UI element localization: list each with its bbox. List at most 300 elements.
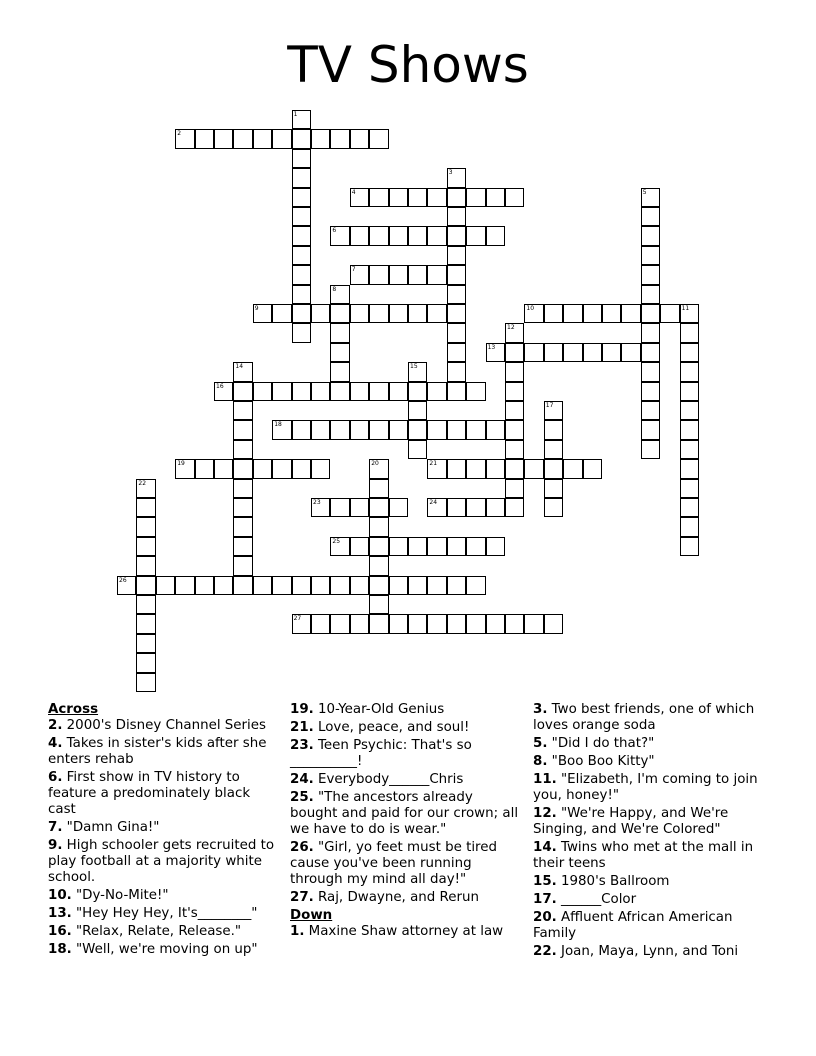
grid-cell[interactable] xyxy=(233,401,252,420)
grid-cell[interactable] xyxy=(505,188,524,207)
grid-cell[interactable] xyxy=(389,537,408,556)
grid-cell[interactable] xyxy=(136,614,155,633)
grid-cell[interactable] xyxy=(389,498,408,517)
grid-cell[interactable] xyxy=(350,304,369,323)
clue-item xyxy=(48,924,278,940)
grid-cell[interactable] xyxy=(253,129,272,148)
grid-cell[interactable] xyxy=(369,556,388,575)
grid-cell[interactable] xyxy=(272,304,291,323)
grid-cell[interactable] xyxy=(233,129,252,148)
grid-cell[interactable] xyxy=(544,614,563,633)
clue-item xyxy=(533,944,763,960)
grid-cell[interactable] xyxy=(447,537,466,556)
grid-cell[interactable] xyxy=(486,498,505,517)
grid-cell[interactable] xyxy=(544,420,563,439)
clue-item xyxy=(290,790,522,838)
clue-item-text: Takes in sister's kids after she enters rehab xyxy=(48,736,267,767)
grid-cell[interactable] xyxy=(195,459,214,478)
grid-cell[interactable] xyxy=(563,343,582,362)
grid-cell[interactable] xyxy=(447,265,466,284)
clue-item-text: "Dy-No-Mite!" xyxy=(71,888,169,903)
grid-cell[interactable] xyxy=(233,498,252,517)
grid-cell[interactable] xyxy=(466,382,485,401)
grid-cell[interactable] xyxy=(544,343,563,362)
grid-cell[interactable] xyxy=(427,537,446,556)
clue-item xyxy=(533,806,763,838)
clue-item-text: Affluent African American Family xyxy=(533,910,733,941)
grid-cell[interactable] xyxy=(389,382,408,401)
across-heading: Across xyxy=(48,702,99,717)
grid-cell[interactable] xyxy=(641,304,660,323)
grid-cell[interactable] xyxy=(641,265,660,284)
grid-cell[interactable] xyxy=(680,362,699,381)
clue-item-number: 16. xyxy=(48,924,72,939)
grid-cell[interactable] xyxy=(641,207,660,226)
grid-cell[interactable] xyxy=(292,420,311,439)
grid-cell[interactable] xyxy=(427,420,446,439)
clue-item xyxy=(533,840,763,872)
grid-cell[interactable] xyxy=(136,595,155,614)
clue-item xyxy=(533,702,763,734)
grid-cell[interactable] xyxy=(330,498,349,517)
grid-cell[interactable] xyxy=(369,614,388,633)
grid-cell[interactable] xyxy=(680,382,699,401)
grid-cell[interactable] xyxy=(350,420,369,439)
grid-cell[interactable] xyxy=(447,362,466,381)
grid-cell[interactable] xyxy=(233,556,252,575)
grid-cell[interactable] xyxy=(544,459,563,478)
grid-cell[interactable] xyxy=(369,420,388,439)
clue-item-number: 9. xyxy=(48,838,63,853)
across-clue-list-2 xyxy=(290,702,522,906)
clue-item-number: 24. xyxy=(290,772,314,787)
clue-item-number: 7. xyxy=(48,820,63,835)
grid-cell[interactable] xyxy=(466,576,485,595)
grid-cell[interactable] xyxy=(408,304,427,323)
grid-cell[interactable] xyxy=(505,440,524,459)
grid-cell[interactable] xyxy=(350,129,369,148)
grid-cell[interactable] xyxy=(350,382,369,401)
grid-cell[interactable] xyxy=(292,129,311,148)
clue-number: 6 xyxy=(332,227,337,235)
clue-item xyxy=(48,838,278,886)
grid-cell[interactable] xyxy=(350,226,369,245)
grid-cell[interactable] xyxy=(447,304,466,323)
clue-item xyxy=(48,820,278,836)
grid-cell[interactable] xyxy=(311,129,330,148)
grid-cell[interactable] xyxy=(292,459,311,478)
grid-cell[interactable] xyxy=(369,517,388,536)
clue-number: 22 xyxy=(138,479,147,487)
clue-item-number: 27. xyxy=(290,890,314,905)
grid-cell[interactable] xyxy=(214,576,233,595)
grid-cell[interactable] xyxy=(447,323,466,342)
grid-cell[interactable] xyxy=(233,517,252,536)
clue-number: 21 xyxy=(429,460,438,468)
grid-cell[interactable] xyxy=(602,304,621,323)
grid-cell[interactable] xyxy=(389,188,408,207)
grid-cell[interactable] xyxy=(369,498,388,517)
clue-item-text: Love, peace, and soul! xyxy=(313,720,470,735)
clues-column-3 xyxy=(533,702,763,962)
grid-cell[interactable] xyxy=(524,343,543,362)
grid-cell[interactable] xyxy=(292,304,311,323)
grid-cell[interactable] xyxy=(233,459,252,478)
grid-cell[interactable] xyxy=(292,382,311,401)
grid-cell[interactable] xyxy=(486,459,505,478)
grid-cell[interactable] xyxy=(621,304,640,323)
grid-cell[interactable] xyxy=(660,304,679,323)
clue-number: 14 xyxy=(235,363,244,371)
grid-cell[interactable] xyxy=(486,614,505,633)
grid-cell[interactable] xyxy=(369,129,388,148)
grid-cell[interactable] xyxy=(389,304,408,323)
grid-cell[interactable] xyxy=(544,440,563,459)
grid-cell[interactable] xyxy=(330,576,349,595)
grid-cell[interactable] xyxy=(330,129,349,148)
clue-item-text: "Hey Hey Hey, It's________" xyxy=(71,906,258,921)
grid-cell[interactable] xyxy=(136,634,155,653)
grid-cell[interactable] xyxy=(505,614,524,633)
clue-item-text: Twins who met at the mall in their teens xyxy=(533,840,754,871)
grid-cell[interactable] xyxy=(408,537,427,556)
grid-cell[interactable] xyxy=(544,304,563,323)
grid-cell[interactable] xyxy=(486,420,505,439)
grid-cell[interactable] xyxy=(408,440,427,459)
clue-number: 9 xyxy=(254,305,259,312)
grid-cell[interactable] xyxy=(680,401,699,420)
clue-item xyxy=(290,720,522,736)
grid-cell[interactable] xyxy=(447,614,466,633)
clue-number: 5 xyxy=(642,188,647,196)
puzzle-title: TV Shows xyxy=(287,36,529,94)
clue-item-number: 5. xyxy=(533,736,548,751)
grid-cell[interactable] xyxy=(641,401,660,420)
clue-item-number: 20. xyxy=(533,910,557,925)
clue-item-text: "Girl, yo feet must be tired cause you've been running through my mind all day!" xyxy=(290,840,497,887)
grid-cell[interactable] xyxy=(505,401,524,420)
grid-cell[interactable] xyxy=(136,673,155,692)
grid-cell[interactable] xyxy=(427,226,446,245)
grid-cell[interactable] xyxy=(447,343,466,362)
grid-cell[interactable] xyxy=(466,226,485,245)
grid-cell[interactable] xyxy=(641,440,660,459)
grid-cell[interactable] xyxy=(505,459,524,478)
grid-cell[interactable] xyxy=(427,382,446,401)
grid-cell[interactable] xyxy=(408,188,427,207)
grid-cell[interactable] xyxy=(680,537,699,556)
grid-cell[interactable] xyxy=(680,479,699,498)
clue-item-number: 1. xyxy=(290,924,305,939)
grid-cell[interactable] xyxy=(680,498,699,517)
clue-item-text: "Well, we're moving on up" xyxy=(71,942,258,957)
grid-cell[interactable] xyxy=(292,576,311,595)
grid-cell[interactable] xyxy=(292,207,311,226)
grid-cell[interactable] xyxy=(544,479,563,498)
grid-cell[interactable] xyxy=(292,226,311,245)
grid-cell[interactable] xyxy=(680,323,699,342)
grid-cell[interactable] xyxy=(524,459,543,478)
grid-cell[interactable] xyxy=(641,362,660,381)
grid-cell[interactable] xyxy=(311,382,330,401)
grid-cell[interactable] xyxy=(292,246,311,265)
grid-cell[interactable] xyxy=(233,479,252,498)
grid-cell[interactable] xyxy=(486,226,505,245)
grid-cell[interactable] xyxy=(447,576,466,595)
grid-cell[interactable] xyxy=(486,537,505,556)
grid-cell[interactable] xyxy=(233,440,252,459)
grid-cell[interactable] xyxy=(233,420,252,439)
grid-cell[interactable] xyxy=(330,323,349,342)
grid-cell[interactable] xyxy=(427,614,446,633)
grid-cell[interactable] xyxy=(292,265,311,284)
grid-cell[interactable] xyxy=(524,614,543,633)
clue-item xyxy=(48,770,278,818)
grid-cell[interactable] xyxy=(292,323,311,342)
clue-item-text: 1980's Ballroom xyxy=(556,874,670,889)
grid-cell[interactable] xyxy=(466,498,485,517)
grid-cell[interactable] xyxy=(136,537,155,556)
clue-item-text: Raj, Dwayne, and Rerun xyxy=(313,890,479,905)
grid-cell[interactable] xyxy=(233,576,252,595)
clue-item-text: Two best friends, one of which loves orange soda xyxy=(533,702,755,733)
grid-cell[interactable] xyxy=(311,576,330,595)
grid-cell[interactable] xyxy=(641,420,660,439)
grid-cell[interactable] xyxy=(447,188,466,207)
grid-cell[interactable] xyxy=(583,343,602,362)
grid-cell[interactable] xyxy=(641,343,660,362)
clue-item-number: 2. xyxy=(48,718,63,733)
grid-cell[interactable] xyxy=(680,343,699,362)
grid-cell[interactable] xyxy=(369,479,388,498)
grid-cell[interactable] xyxy=(447,207,466,226)
grid-cell[interactable] xyxy=(641,246,660,265)
grid-cell[interactable] xyxy=(330,614,349,633)
clue-item-text: "Damn Gina!" xyxy=(62,820,160,835)
clue-number: 3 xyxy=(448,169,453,177)
grid-cell[interactable] xyxy=(427,304,446,323)
clue-number: 19 xyxy=(177,460,185,468)
grid-cell[interactable] xyxy=(602,343,621,362)
grid-cell[interactable] xyxy=(253,459,272,478)
clue-item-text: Teen Psychic: That's so __________! xyxy=(290,738,472,769)
grid-cell[interactable] xyxy=(427,265,446,284)
clue-number: 10 xyxy=(526,305,535,312)
down-heading: Down xyxy=(290,908,333,923)
grid-cell[interactable] xyxy=(408,420,427,439)
clue-item-number: 18. xyxy=(48,942,72,957)
grid-cell[interactable] xyxy=(369,188,388,207)
clue-item xyxy=(48,906,278,922)
grid-cell[interactable] xyxy=(272,382,291,401)
grid-cell[interactable] xyxy=(641,226,660,245)
clue-number: 12 xyxy=(507,324,515,332)
grid-cell[interactable] xyxy=(136,556,155,575)
clue-item xyxy=(48,888,278,904)
clue-item-number: 21. xyxy=(290,720,314,735)
grid-cell[interactable] xyxy=(447,382,466,401)
grid-cell[interactable] xyxy=(292,188,311,207)
grid-cell[interactable] xyxy=(447,459,466,478)
grid-cell[interactable] xyxy=(680,420,699,439)
grid-cell[interactable] xyxy=(408,382,427,401)
clue-item xyxy=(290,924,522,940)
across-clue-list-1 xyxy=(48,718,278,958)
clue-item-number: 8. xyxy=(533,754,548,769)
grid-cell[interactable] xyxy=(544,498,563,517)
grid-cell[interactable] xyxy=(292,149,311,168)
clue-item xyxy=(290,840,522,888)
grid-cell[interactable] xyxy=(369,304,388,323)
clue-item-text: 2000's Disney Channel Series xyxy=(62,718,266,733)
clue-number: 25 xyxy=(332,537,341,545)
clue-item-number: 13. xyxy=(48,906,72,921)
grid-cell[interactable] xyxy=(311,304,330,323)
grid-cell[interactable] xyxy=(369,537,388,556)
grid-cell[interactable] xyxy=(350,537,369,556)
grid-cell[interactable] xyxy=(389,576,408,595)
grid-cell[interactable] xyxy=(505,498,524,517)
grid-cell[interactable] xyxy=(253,576,272,595)
grid-cell[interactable] xyxy=(641,323,660,342)
grid-cell[interactable] xyxy=(641,285,660,304)
clue-item xyxy=(48,718,278,734)
clue-item xyxy=(290,738,522,770)
grid-cell[interactable] xyxy=(621,343,640,362)
grid-cell[interactable] xyxy=(330,343,349,362)
grid-cell[interactable] xyxy=(369,595,388,614)
clue-number: 18 xyxy=(274,421,282,429)
clue-item xyxy=(290,772,522,788)
grid-cell[interactable] xyxy=(350,614,369,633)
grid-cell[interactable] xyxy=(680,440,699,459)
grid-cell[interactable] xyxy=(136,653,155,672)
clue-number: 20 xyxy=(371,460,379,468)
grid-cell[interactable] xyxy=(505,479,524,498)
grid-cell[interactable] xyxy=(408,226,427,245)
grid-cell[interactable] xyxy=(641,382,660,401)
clue-item xyxy=(290,702,522,718)
grid-cell[interactable] xyxy=(447,420,466,439)
grid-cell[interactable] xyxy=(195,129,214,148)
grid-cell[interactable] xyxy=(680,459,699,478)
grid-cell[interactable] xyxy=(350,576,369,595)
grid-cell[interactable] xyxy=(233,537,252,556)
clue-number: 15 xyxy=(410,363,418,371)
clue-item-text: High schooler gets recruited to play football at a majority white school. xyxy=(48,838,275,885)
clue-number: 4 xyxy=(351,188,356,196)
grid-cell[interactable] xyxy=(156,576,175,595)
grid-cell[interactable] xyxy=(408,614,427,633)
clues-column-1 xyxy=(48,702,278,960)
clue-number: 2 xyxy=(177,130,182,138)
grid-cell[interactable] xyxy=(311,459,330,478)
grid-cell[interactable] xyxy=(466,537,485,556)
grid-cell[interactable] xyxy=(563,459,582,478)
grid-cell[interactable] xyxy=(408,401,427,420)
clue-item xyxy=(533,892,763,908)
grid-cell[interactable] xyxy=(447,246,466,265)
grid-cell[interactable] xyxy=(583,304,602,323)
grid-cell[interactable] xyxy=(447,285,466,304)
grid-cell[interactable] xyxy=(330,420,349,439)
grid-cell[interactable] xyxy=(311,614,330,633)
grid-cell[interactable] xyxy=(389,226,408,245)
clue-item-text: "Did I do that?" xyxy=(547,736,655,751)
grid-cell[interactable] xyxy=(272,576,291,595)
grid-cell[interactable] xyxy=(563,304,582,323)
grid-cell[interactable] xyxy=(330,304,349,323)
grid-cell[interactable] xyxy=(466,459,485,478)
grid-cell[interactable] xyxy=(369,226,388,245)
grid-cell[interactable] xyxy=(175,576,194,595)
clue-item xyxy=(533,736,763,752)
grid-cell[interactable] xyxy=(136,576,155,595)
grid-cell[interactable] xyxy=(427,188,446,207)
clue-item xyxy=(533,754,763,770)
grid-cell[interactable] xyxy=(369,265,388,284)
grid-cell[interactable] xyxy=(486,188,505,207)
clue-item-number: 4. xyxy=(48,736,63,751)
clue-item-number: 25. xyxy=(290,790,314,805)
grid-cell[interactable] xyxy=(583,459,602,478)
grid-cell[interactable] xyxy=(233,382,252,401)
grid-cell[interactable] xyxy=(272,459,291,478)
grid-cell[interactable] xyxy=(369,576,388,595)
grid-cell[interactable] xyxy=(389,614,408,633)
grid-cell[interactable] xyxy=(680,517,699,536)
clue-number: 13 xyxy=(487,343,496,351)
grid-cell[interactable] xyxy=(214,459,233,478)
clue-item xyxy=(48,942,278,958)
grid-cell[interactable] xyxy=(253,382,272,401)
clue-item-number: 19. xyxy=(290,702,314,717)
grid-cell[interactable] xyxy=(447,498,466,517)
grid-cell[interactable] xyxy=(292,168,311,187)
clue-item xyxy=(48,736,278,768)
grid-cell[interactable] xyxy=(466,614,485,633)
clue-number: 8 xyxy=(332,285,337,293)
grid-cell[interactable] xyxy=(505,362,524,381)
grid-cell[interactable] xyxy=(505,343,524,362)
grid-cell[interactable] xyxy=(389,420,408,439)
grid-cell[interactable] xyxy=(214,129,233,148)
clue-item-number: 23. xyxy=(290,738,314,753)
grid-cell[interactable] xyxy=(408,576,427,595)
grid-cell[interactable] xyxy=(505,420,524,439)
grid-cell[interactable] xyxy=(427,576,446,595)
grid-cell[interactable] xyxy=(447,226,466,245)
clue-item-number: 10. xyxy=(48,888,72,903)
grid-cell[interactable] xyxy=(350,498,369,517)
grid-cell[interactable] xyxy=(136,498,155,517)
grid-cell[interactable] xyxy=(408,265,427,284)
grid-cell[interactable] xyxy=(292,285,311,304)
grid-cell[interactable] xyxy=(311,420,330,439)
grid-cell[interactable] xyxy=(330,362,349,381)
grid-cell[interactable] xyxy=(195,576,214,595)
grid-cell[interactable] xyxy=(369,382,388,401)
grid-cell[interactable] xyxy=(505,382,524,401)
grid-cell[interactable] xyxy=(136,517,155,536)
grid-cell[interactable] xyxy=(389,265,408,284)
grid-cell[interactable] xyxy=(272,129,291,148)
clue-item xyxy=(290,890,522,906)
grid-cell[interactable] xyxy=(466,420,485,439)
grid-cell[interactable] xyxy=(466,188,485,207)
clue-item-number: 12. xyxy=(533,806,557,821)
grid-cell[interactable] xyxy=(330,382,349,401)
